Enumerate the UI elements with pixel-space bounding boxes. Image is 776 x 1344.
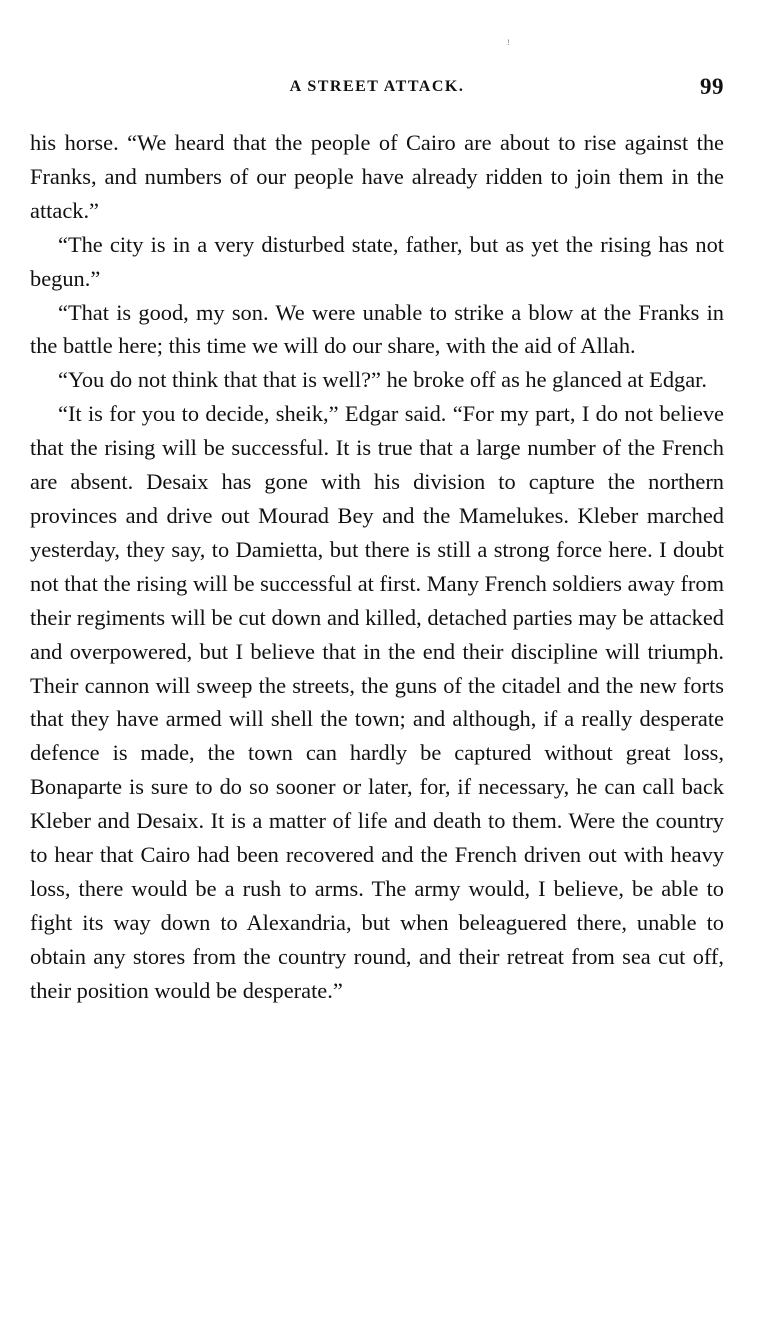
body-text [30,126,724,1008]
print-speck: ! [507,38,510,47]
page-number: 99 [700,74,724,99]
paragraph-continued: his horse. “We heard that the people of Cairo are about to rise against the Franks, and numbers of our people have already ridden to join them in the attack.” [30,130,724,223]
paragraph: “You do not think that that is well?” he broke off as he glanced at Edgar. [58,367,707,393]
paragraph: “It is for you to decide, sheik,” Edgar said. “For my part, I do not believe that the rising will be successful. It is true that a large number of the French are absent. Desaix has gone with his division to capture the northern provinces and drive out Mourad Bey and the Mamelukes. Kleber marched yesterday, they say, to Damietta, but there is still a strong force here. I doubt not that the rising will be successful at first. Many French soldiers away from their regiments will be cut down and killed, detached parties may be attacked and overpowered, but I believe that in the end their discipline will triumph. Their cannon will sweep the streets, the guns of the citadel and the new forts that they have armed will shell the town; and although, if a really desperate defence is made, the town can hardly be captured without great loss, Bonaparte is sure to do so sooner or later, for, if necessary, he can call back Kleber and Desaix. It is a matter of life and death to them. Were the country to hear that Cairo had been recovered and the French driven out with heavy loss, there would be a rush to arms. The army would, I believe, be able to fight its way down to Alexandria, but when beleaguered there, unable to obtain any stores from the country round, and their retreat from sea cut off, their position would be desperate.” [30,401,724,1003]
page-header [30,74,724,106]
paragraph: “That is good, my son. We were unable to strike a blow at the Franks in the battle here; this time we will do our share, with the aid of Allah. [30,299,724,359]
running-head: A STREET ATTACK. [289,78,465,95]
paragraph: “The city is in a very disturbed state, father, but as yet the rising has not begun.” [30,231,724,291]
